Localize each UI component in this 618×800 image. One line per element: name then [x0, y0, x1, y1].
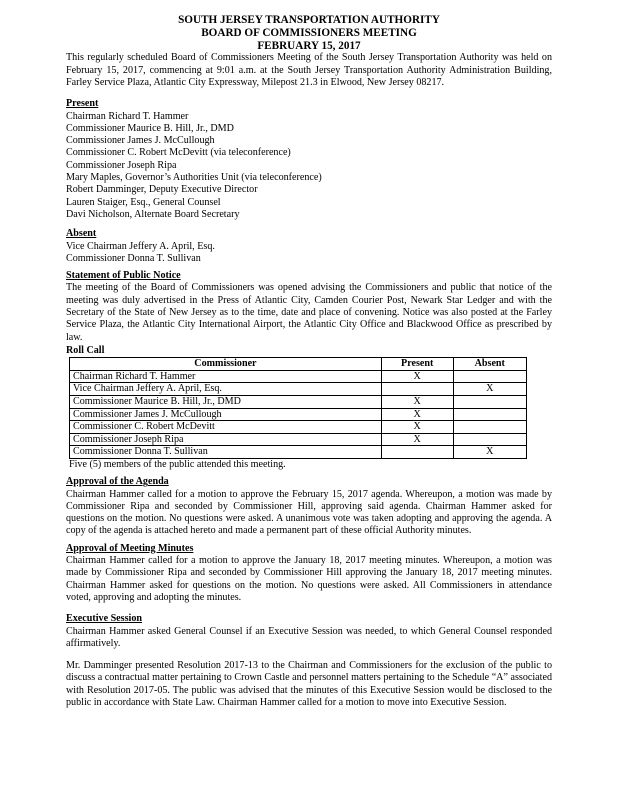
attendee-name: Commissioner Donna T. Sullivan — [66, 252, 201, 264]
executive-session-text-2: Mr. Damminger presented Resolution 2017-13 to the Chairman and Commissioners for the exclusion of the public to discuss a contractual matter pertaining to Crown Castle and personnel matters pertaining to the Schedule “A” associated with Resolution 2017-05. The public was advised that the minutes of this Executive Session would be disclosed to the public in accordance with State Law. Chairman Hammer called for a motion to move into Executive Session. — [66, 660, 552, 709]
executive-session-heading: Executive Session — [66, 613, 142, 625]
table-row — [70, 446, 527, 459]
absent-cell — [453, 433, 526, 446]
attendee-name: Chairman Richard T. Hammer — [66, 110, 189, 122]
present-cell: X — [381, 433, 453, 446]
commissioner-cell: Commissioner C. Robert McDevitt — [70, 421, 382, 434]
roll-call-header-row — [70, 358, 527, 371]
public-notice-text: The meeting of the Board of Commissioners was opened advising the Commissioners and public that notice of the meeting was duly advertised in the Press of Atlantic City, Camden Courier Post, Newark Star Ledger and with the Secretary of the State of New Jersey as to the time, date and place of convening. Notice was also posted at the Farley Service Plaza, the Atlantic City International Airport, the Atlantic City Office and Blackwood Office as prescribed by law. — [66, 282, 552, 343]
commissioner-cell: Chairman Richard T. Hammer — [70, 370, 382, 383]
column-header-present: Present — [381, 358, 453, 371]
commissioner-cell: Commissioner Donna T. Sullivan — [70, 446, 382, 459]
present-cell: X — [381, 408, 453, 421]
absent-cell — [453, 408, 526, 421]
title-line-date: FEBRUARY 15, 2017 — [257, 39, 361, 52]
absent-cell — [453, 370, 526, 383]
attendee-name: Commissioner James J. McCullough — [66, 135, 215, 147]
intro-paragraph: This regularly scheduled Board of Commissioners Meeting of the South Jersey Transportation Authority was held on February 15, 2017, commencing at 9:01 a.m. at the South Jersey Transportation Authority Administration Building, Farley Service Plaza, Atlantic City Expressway, Milepost 21.3 in Elwood, New Jersey 08217. — [66, 52, 552, 88]
present-cell — [381, 446, 453, 459]
commissioner-cell: Commissioner Maurice B. Hill, Jr., DMD — [70, 396, 382, 409]
executive-session-text-1: Chairman Hammer asked General Counsel if an Executive Session was needed, to which General Counsel responded affirmatively. — [66, 625, 552, 649]
title-line-meeting: BOARD OF COMMISSIONERS MEETING — [201, 26, 417, 39]
commissioner-cell: Commissioner James J. McCullough — [70, 408, 382, 421]
public-attendance-note: Five (5) members of the public attended this meeting. — [69, 458, 286, 470]
roll-call-title: Roll Call — [66, 344, 105, 356]
table-row — [70, 383, 527, 396]
table-row — [70, 370, 527, 383]
present-cell: X — [381, 421, 453, 434]
column-header-absent: Absent — [453, 358, 526, 371]
present-heading: Present — [66, 98, 99, 110]
attendee-name: Commissioner C. Robert McDevitt (via teleconference) — [66, 147, 291, 159]
table-row — [70, 396, 527, 409]
table-row — [70, 433, 527, 446]
title-line-authority: SOUTH JERSEY TRANSPORTATION AUTHORITY — [178, 14, 440, 26]
table-row — [70, 421, 527, 434]
attendee-name: Davi Nicholson, Alternate Board Secretary — [66, 208, 240, 220]
commissioner-cell: Commissioner Joseph Ripa — [70, 433, 382, 446]
minutes-text: Chairman Hammer called for a motion to approve the January 18, 2017 meeting minutes. Whereupon, a motion was made by Commissioner Ripa and seconded by Commissioner Hill approving the January 18, 2017 meeting minutes. Chairman Hammer asked for questions on the motion. No questions were asked. All Commissioners in attendance voted, approving and adopting the minutes. — [66, 555, 552, 603]
present-list — [66, 111, 552, 222]
absent-heading: Absent — [66, 228, 97, 240]
absent-list — [66, 241, 552, 266]
minutes-heading: Approval of Meeting Minutes — [66, 542, 194, 554]
attendee-name: Robert Damminger, Deputy Executive Director — [66, 184, 258, 196]
roll-call-table — [69, 357, 527, 459]
commissioner-cell: Vice Chairman Jeffery A. April, Esq. — [70, 383, 382, 396]
absent-cell — [453, 421, 526, 434]
absent-cell: X — [453, 446, 526, 459]
column-header-commissioner: Commissioner — [70, 358, 382, 371]
present-cell: X — [381, 370, 453, 383]
agenda-heading: Approval of the Agenda — [66, 476, 169, 488]
table-row — [70, 408, 527, 421]
agenda-text: Chairman Hammer called for a motion to approve the February 15, 2017 agenda. Whereupon, a motion was made by Commissioner Ripa and seconded by Commissioner Hill, approving said agenda. Chairman Hammer asked for questions on the motion. No questions were asked. A unanimous vote was taken adopting and approving the agenda. A copy of the agenda is attached hereto and made a permanent part of these official Authority minutes. — [66, 488, 552, 537]
present-cell: X — [381, 396, 453, 409]
absent-cell: X — [453, 383, 526, 396]
absent-cell — [453, 396, 526, 409]
attendee-name: Mary Maples, Governor’s Authorities Unit (via teleconference) — [66, 172, 322, 184]
attendee-name: Lauren Staiger, Esq., General Counsel — [66, 196, 221, 208]
document-title — [66, 14, 552, 52]
attendee-name: Commissioner Joseph Ripa — [66, 159, 177, 171]
present-cell — [381, 383, 453, 396]
attendee-name: Vice Chairman Jeffery A. April, Esq. — [66, 240, 215, 252]
public-notice-heading: Statement of Public Notice — [66, 270, 181, 282]
attendee-name: Commissioner Maurice B. Hill, Jr., DMD — [66, 122, 234, 134]
roll-call-body — [70, 370, 527, 458]
